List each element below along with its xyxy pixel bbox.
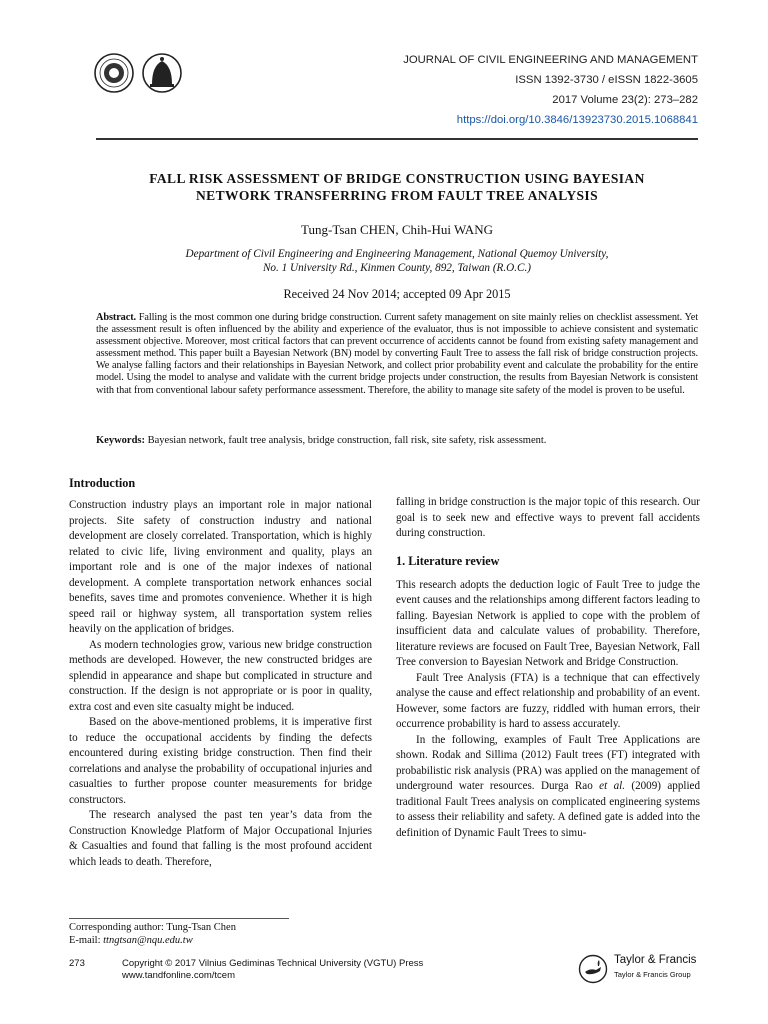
email-address[interactable]: ttngtsan@nqu.edu.tw [103, 935, 193, 946]
article-title [96, 170, 698, 204]
footnote [69, 921, 236, 947]
paragraph: This research adopts the deduction logic of Fault Tree to judge the event causes and the relationships among different factors leading to falling. Bayesian Network is applied to cope with the problem of insufficient data and calculate values of probability. Therefore, literature reviews are focused on Fault Tree, Bayesian Network, Fall Tree conversion to Bayesian Network and Bridge Construction. [396, 578, 700, 668]
email-label: E-mail: [69, 935, 104, 946]
copyright-text: Copyright © 2017 Vilnius Gediminas Technical University (VGTU) Press [122, 958, 424, 969]
corresponding-author: Corresponding author: Tung-Tsan Chen [69, 922, 236, 933]
abstract [96, 312, 698, 397]
page-number: 273 [69, 958, 85, 969]
title-line-2: NETWORK TRANSFERRING FROM FAULT TREE ANALYSIS [196, 188, 598, 203]
authors: Tung-Tsan CHEN, Chih-Hui WANG [301, 222, 493, 237]
publisher-name: Taylor & Francis [614, 954, 697, 966]
keywords [96, 435, 698, 446]
university-seal-icon [93, 50, 185, 96]
literature-review-heading: 1. Literature review [396, 553, 500, 568]
copyright [122, 958, 423, 982]
abstract-label: Abstract. [96, 312, 136, 323]
journal-issn: ISSN 1392-3730 / eISSN 1822-3605 [515, 74, 698, 86]
journal-info [403, 50, 698, 130]
paragraph-text: (2009) applied traditional Fault Trees analysis on complicated engineering systems to assess their reliability and safety. A defined gate is added into the definition of Dynamic Fault Trees to simu- [396, 780, 701, 839]
journal-volume: 2017 Volume 23(2): 273–282 [552, 94, 698, 106]
affiliation-line-2: No. 1 University Rd., Kinmen County, 892, Taiwan (R.O.C.) [262, 262, 532, 274]
bell-emblem-icon [143, 54, 181, 92]
paragraph: falling in bridge construction is the major topic of this research. Our goal is to seek new and effective ways to prevent fall accidents during construction. [396, 496, 700, 539]
footnote-rule [69, 918, 289, 919]
publisher-logo [578, 954, 703, 984]
et-al: et al. [599, 780, 625, 792]
paragraph: Construction industry plays an important role in major national projects. Site safety of construction industry and national development are closely correlated. Transportation, which is highly related to civic life, living environment and quality, plays an important role and is one of the major indexes of national development. A complete transportation network enhances social benefits, saves time and promotes convenience. Whether it is high speed rail or highway system, all transportation system relies heavily on the application of bridges. [69, 499, 372, 635]
paragraph: Fault Tree Analysis (FTA) is a technique that can effectively analyse the cause and effect relationship and probability of an event. However, some factors are fuzzy, riddled with human errors, their occurrence probability is hard to assess accurately. [396, 671, 700, 730]
paragraph [396, 733, 700, 842]
email-line [69, 934, 236, 947]
abstract-text: Falling is the most common one during bridge construction. Current safety management on site mainly relies on checklist assessment. Yet the assessment result is often influenced by the ability and experience of the evaluator, thus is not impossible to achieve consistent and systematic assessment objective. Moreover, most critical factors that can prevent occurrence of accidents cannot be found from existing safety management and assessment method. This paper built a Bayesian Network (BN) model by converting Fault Tree to assess the fall risk of bridge construction projects. We analyse falling factors and their relationships in Bayesian Network, and collect prior probability event and calculate the probability for the entire model. Using the model to analyse and validate with the current bridge projects under construction, the results from Bayesian Network is consistent with that from conventional labour safety performance assessment. Therefore, the ability to manage site safety of the model is proven to be useful. [96, 312, 698, 396]
doi-link[interactable]: https://doi.org/10.3846/13923730.2015.1068841 [456, 114, 698, 126]
keywords-label: Keywords: [96, 435, 145, 446]
right-column [396, 495, 700, 841]
paragraph: The research analysed the past ten year’s data from the Construction Knowledge Platform of Major Occupational Injuries & Casualties and found that falling is the most profound accident which leads to death. Therefore, [69, 809, 372, 868]
received-date: Received 24 Nov 2014; accepted 09 Apr 2015 [283, 287, 511, 301]
affiliation [96, 247, 698, 275]
keywords-text: Bayesian network, fault tree analysis, bridge construction, fall risk, site safety, risk assessment. [147, 435, 547, 446]
title-line-1: FALL RISK ASSESSMENT OF BRIDGE CONSTRUCTION USING BAYESIAN [149, 171, 645, 186]
paragraph: Based on the above-mentioned problems, it is imperative first to reduce the occupational accidents by finding the defects encountered during existing bridge construction. Then find their correlations and analyse the probability of occupational injuries and casualties to further propose counter measurements for bridge constructors. [69, 716, 372, 806]
journal-name: JOURNAL OF CIVIL ENGINEERING AND MANAGEMENT [403, 54, 698, 66]
publisher-group: Taylor & Francis Group [614, 970, 691, 979]
journal-logos [93, 50, 185, 96]
affiliation-line-1: Department of Civil Engineering and Engineering Management, National Quemoy University, [185, 248, 609, 260]
header-rule [96, 138, 698, 140]
paragraph: As modern technologies grow, various new bridge construction methods are developed. However, the new constructed bridges are splendid in appearance and shape but complicated in structure and construction. If the design is not appropriate or is poor in quality, extra cost and even site casualty might be induced. [69, 638, 372, 713]
intro-heading: Introduction [69, 476, 136, 490]
paragraph-text: In the following, examples of Fault Tree Applications are shown. Rodak and Sillima (2012) Fault trees (FT) integrated with probabilistic risk analysis (PRA) was applied on the management of underground water resources. Durga Rao [396, 733, 700, 792]
left-column [69, 476, 372, 870]
lamp-emblem-icon [578, 954, 608, 984]
website-link[interactable]: www.tandfonline.com/tcem [122, 970, 235, 981]
